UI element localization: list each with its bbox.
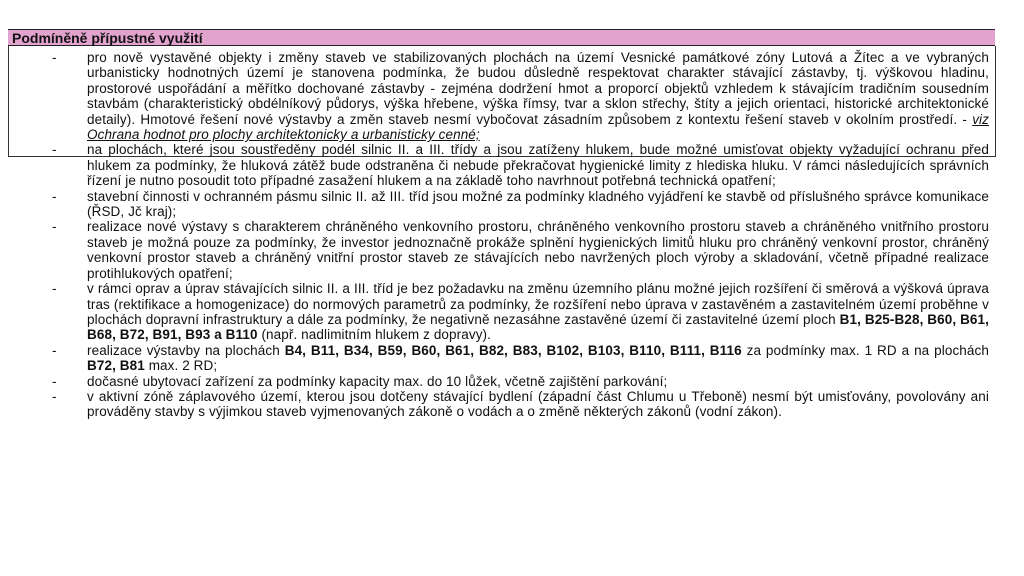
- item-text: na plochách, které jsou soustředěny podél silnic II. a III. třídy a jsou zatíženy hlukem, bude možné umisťovat objekty vyžadující ochranu před hlukem za podmínky, že hluková zátěž bude odstraněna či nebude překračovat hygienické limity z hlediska hluku. V rámci následujících správních řízení je nutno posoudit toto případné zasažení hlukem a na základě toho navrhnout potřebná technická opatření;: [87, 142, 989, 189]
- section-title: Podmíněně přípustné využití: [12, 30, 203, 46]
- item-text: realizace výstavby na plochách B4, B11, B34, B59, B60, B61, B82, B83, B102, B103, B110, B111, B116 za podmínky max. 1 RD a na plochách B72, B81 max. 2 RD;: [87, 342, 989, 374]
- plot-codes: B72, B81: [87, 358, 145, 374]
- bullet-dash: -: [52, 219, 57, 235]
- item-text: realizace nové výstavy s charakterem chráněného venkovního prostoru, chráněného venkovního prostoru staveb a chráněného vnitřního prostoru staveb je možná pouze za podmínky, že investor jednoznačně prokáže splnění hygienických limitů hluku pro chráněný venkovní prostor, chráněný venkovní prostor staveb a chráněný vnitřní prostor staveb ze stávajících nebo navržených ploch výroby a skladování, včetně případné realizace protihlukových opatření;: [87, 219, 989, 281]
- item-text: stavební činnosti v ochranném pásmu silnic II. až III. tříd jsou možné za podmínky kladného vyjádření ke stavbě od příslušného správce komunikace (ŘSD, Jč kraj);: [87, 188, 989, 220]
- list-item: [0, 189, 1024, 220]
- bullet-dash: -: [52, 188, 57, 204]
- conditions-list: [0, 50, 1024, 420]
- item-text: dočasné ubytovací zařízení za podmínky kapacity max. do 10 lůžek, včetně zajištění parkování;: [87, 373, 668, 389]
- item-text: v aktivní zóně záplavového území, kterou jsou dotčeny stávající bydlení (západní část Chlumu u Třeboně) nesmí být umisťovány, povolovány ani prováděny stavby s výjimkou staveb vyjmenovaných zákoně o vodách a o změně některých zákonů (vodní zákon).: [87, 388, 989, 420]
- cross-reference: viz Ochrana hodnot pro plochy architektonicky a urbanisticky cenné;: [87, 111, 989, 143]
- list-item: [0, 281, 1024, 343]
- bullet-dash: -: [52, 281, 57, 297]
- plot-codes: B4, B11, B34, B59, B60, B61, B82, B83, B102, B103, B110, B111, B116: [284, 342, 742, 358]
- bullet-dash: -: [52, 142, 57, 158]
- list-item: [0, 389, 1024, 420]
- bullet-dash: -: [52, 50, 57, 65]
- bullet-dash: -: [52, 373, 57, 389]
- bullet-dash: -: [52, 388, 57, 404]
- list-item: [0, 374, 1024, 389]
- section-header: [8, 29, 995, 46]
- item-text: v rámci oprav a úprav stávajících silnic II. a III. tříd je bez požadavku na změnu územního plánu možné jejich rozšíření či směrová a výšková úprava tras (rektifikace a homogenizace) do normových parametrů za podmínky, že rozšíření nebo úprava v zastavěném a zastavitelném území proběhne v plochách dopravní infrastruktury a dále za podmínky, že negativně nezasáhne zastavěné území či zastavitelné území ploch B1, B25-B28, B60, B61, B68, B72, B91, B93 a B110 (např. nadlimitním hlukem z dopravy).: [87, 281, 989, 343]
- list-item: [0, 343, 1024, 374]
- item-text: pro nově vystavěné objekty i změny staveb ve stabilizovaných plochách na území Vesnické památkové zóny Lutová a Žítec a ve vybraných urbanisticky hodnotných území je stanovena podmínka, že budou důsledně respektovat charakter stávající zástavby, tj. výškovou hladinu, prostorové uspořádání a měřítko dochované zástavby - zejména dodržení hmot a proporcí objektů vzhledem k stávajícím tradičním sousedním stavbám (charakteristický obdélníkový půdorys, výška hřebene, výška římsy, tvar a sklon střechy, štíty a jejich orientaci, historické architektonické detaily). Hmotové řešení nové výstavby a změn staveb nesmí vybočovat zásadním způsobem z kontextu řešení staveb v okolním prostředí. - viz Ochrana hodnot pro plochy architektonicky a urbanisticky cenné;: [87, 50, 989, 143]
- plot-codes: B1, B25-B28, B60, B61, B68, B72, B91, B93 a B110: [87, 311, 989, 343]
- list-item: [0, 50, 1024, 142]
- list-item: [0, 219, 1024, 281]
- list-item: [0, 142, 1024, 188]
- bullet-dash: -: [52, 342, 57, 358]
